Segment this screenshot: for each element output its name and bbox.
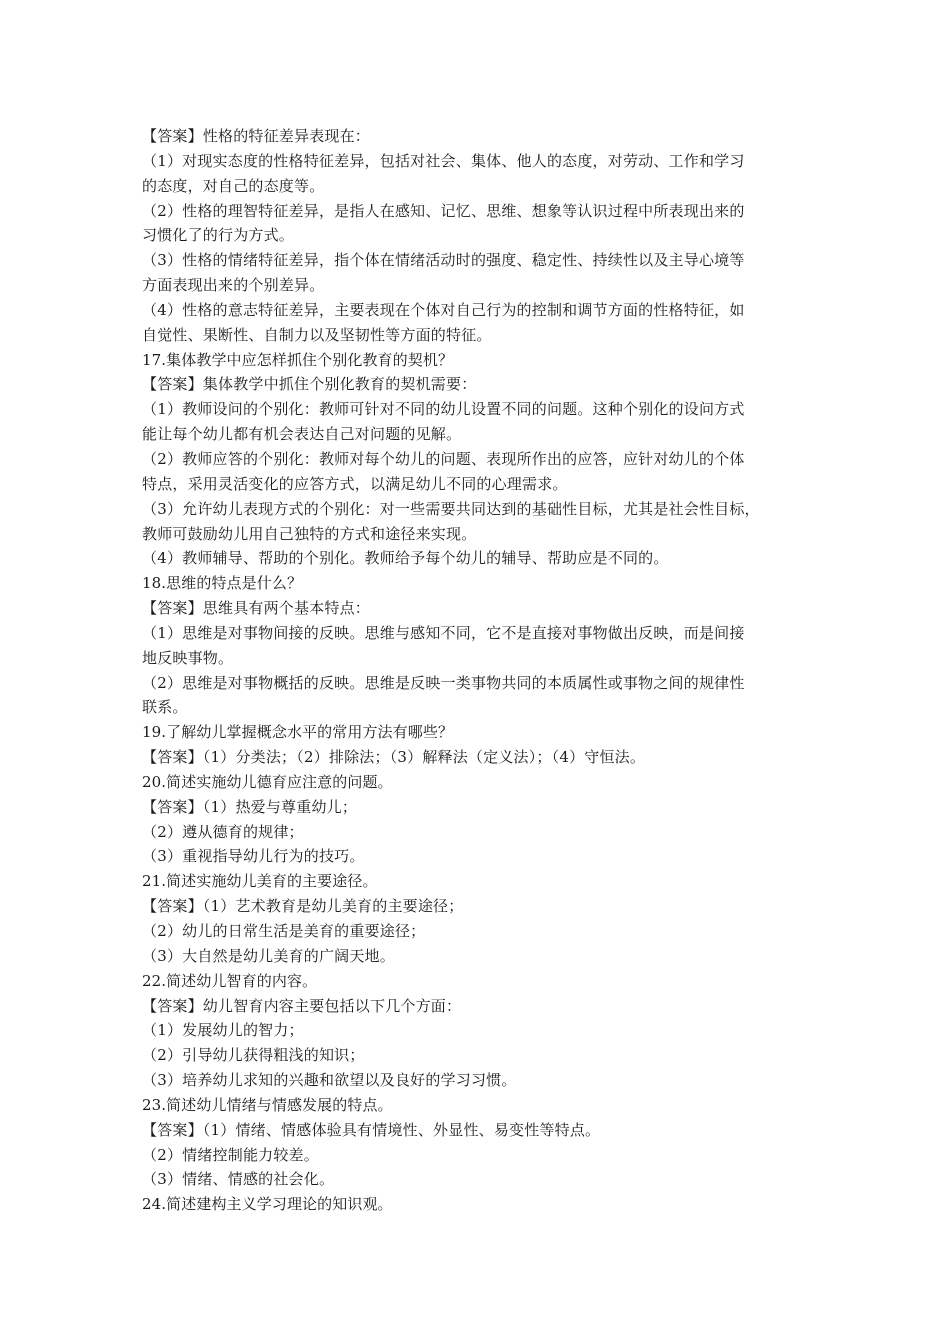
text-line: 方面表现出来的个别差异。 xyxy=(142,276,325,295)
text-line: （1）对现实态度的性格特征差异，包括对社会、集体、他人的态度，对劳动、工作和学习 xyxy=(142,151,745,170)
document-page xyxy=(142,124,822,1217)
text-line: 特点，采用灵活变化的应答方式，以满足幼儿不同的心理需求。 xyxy=(142,474,568,493)
text-line: （2）情绪控制能力较差。 xyxy=(142,1145,319,1164)
text-line: 能让每个幼儿都有机会表达自己对问题的见解。 xyxy=(142,425,462,444)
text-line: （1）思维是对事物间接的反映。思维与感知不同，它不是直接对事物做出反映，而是间接 xyxy=(142,623,745,642)
text-line: （3）性格的情绪特征差异，指个体在情绪活动时的强度、稳定性、持续性以及主导心境等 xyxy=(142,251,745,270)
text-line: 习惯化了的行为方式。 xyxy=(142,226,295,245)
text-line: （2）引导幼儿获得粗浅的知识； xyxy=(142,1046,365,1065)
text-line: 教师可鼓励幼儿用自己独特的方式和途径来实现。 xyxy=(142,524,477,543)
answer-line: 【答案】思维具有两个基本特点： xyxy=(142,599,371,618)
text-line: （2）幼儿的日常生活是美育的重要途径； xyxy=(142,922,426,940)
answer-line: 【答案】（1）分类法；（2）排除法；（3）解释法（定义法）；（4）守恒法。 xyxy=(142,748,646,767)
question-line: 24.简述建构主义学习理论的知识观。 xyxy=(142,1195,393,1214)
question-line: 18.思维的特点是什么？ xyxy=(142,574,303,593)
question-line: 17.集体教学中应怎样抓住个别化教育的契机？ xyxy=(142,350,454,369)
question-line: 20.简述实施幼儿德育应注意的问题。 xyxy=(142,772,393,791)
answer-line: 【答案】（1）热爱与尊重幼儿； xyxy=(142,797,358,816)
text-line: （3）大自然是幼儿美育的广阔天地。 xyxy=(142,946,395,965)
text-line: （4）教师辅导、帮助的个别化。教师给予每个幼儿的辅导、帮助应是不同的。 xyxy=(142,549,669,568)
text-line: （2）遵从德育的规律； xyxy=(142,822,304,841)
answer-line: 【答案】集体教学中抓住个别化教育的契机需要： xyxy=(142,375,477,394)
question-line: 23.简述幼儿情绪与情感发展的特点。 xyxy=(142,1095,393,1114)
question-line: 21.简述实施幼儿美育的主要途径。 xyxy=(142,872,378,891)
text-line: （3）允许幼儿表现方式的个别化：对一些需要共同达到的基础性目标，尤其是社会性目标， xyxy=(142,499,760,518)
text-line: （1）教师设问的个别化：教师可针对不同的幼儿设置不同的问题。这种个别化的设问方式 xyxy=(142,400,745,419)
text-line: （1）发展幼儿的智力； xyxy=(142,1021,304,1040)
text-line: （3）情绪、情感的社会化。 xyxy=(142,1170,335,1189)
text-line: （3）重视指导幼儿行为的技巧。 xyxy=(142,847,365,866)
answer-line: 【答案】（1）艺术教育是幼儿美育的主要途径； xyxy=(142,897,464,916)
question-line: 19.了解幼儿掌握概念水平的常用方法有哪些？ xyxy=(142,723,454,742)
text-line: （2）思维是对事物概括的反映。思维是反映一类事物共同的本质属性或事物之间的规律性 xyxy=(142,673,745,692)
text-line: （2）教师应答的个别化：教师对每个幼儿的问题、表现所作出的应答，应针对幼儿的个体 xyxy=(142,449,745,468)
answer-line: 【答案】幼儿智育内容主要包括以下几个方面： xyxy=(142,996,462,1015)
text-line: 的态度，对自己的态度等。 xyxy=(142,176,325,195)
text-line: （2）性格的理智特征差异，是指人在感知、记忆、思维、想象等认识过程中所表现出来的 xyxy=(142,201,745,220)
answer-line: 【答案】性格的特征差异表现在： xyxy=(142,127,371,145)
answer-line: 【答案】（1）情绪、情感体验具有情境性、外显性、易变性等特点。 xyxy=(142,1120,601,1139)
text-line: （4）性格的意志特征差异，主要表现在个体对自己行为的控制和调节方面的性格特征，如 xyxy=(142,300,745,319)
text-line: 联系。 xyxy=(142,698,188,717)
text-line: （3）培养幼儿求知的兴趣和欲望以及良好的学习习惯。 xyxy=(142,1071,517,1090)
text-line: 地反映事物。 xyxy=(142,648,234,667)
question-line: 22.简述幼儿智育的内容。 xyxy=(142,971,318,990)
text-line: 自觉性、果断性、自制力以及坚韧性等方面的特征。 xyxy=(142,325,492,344)
